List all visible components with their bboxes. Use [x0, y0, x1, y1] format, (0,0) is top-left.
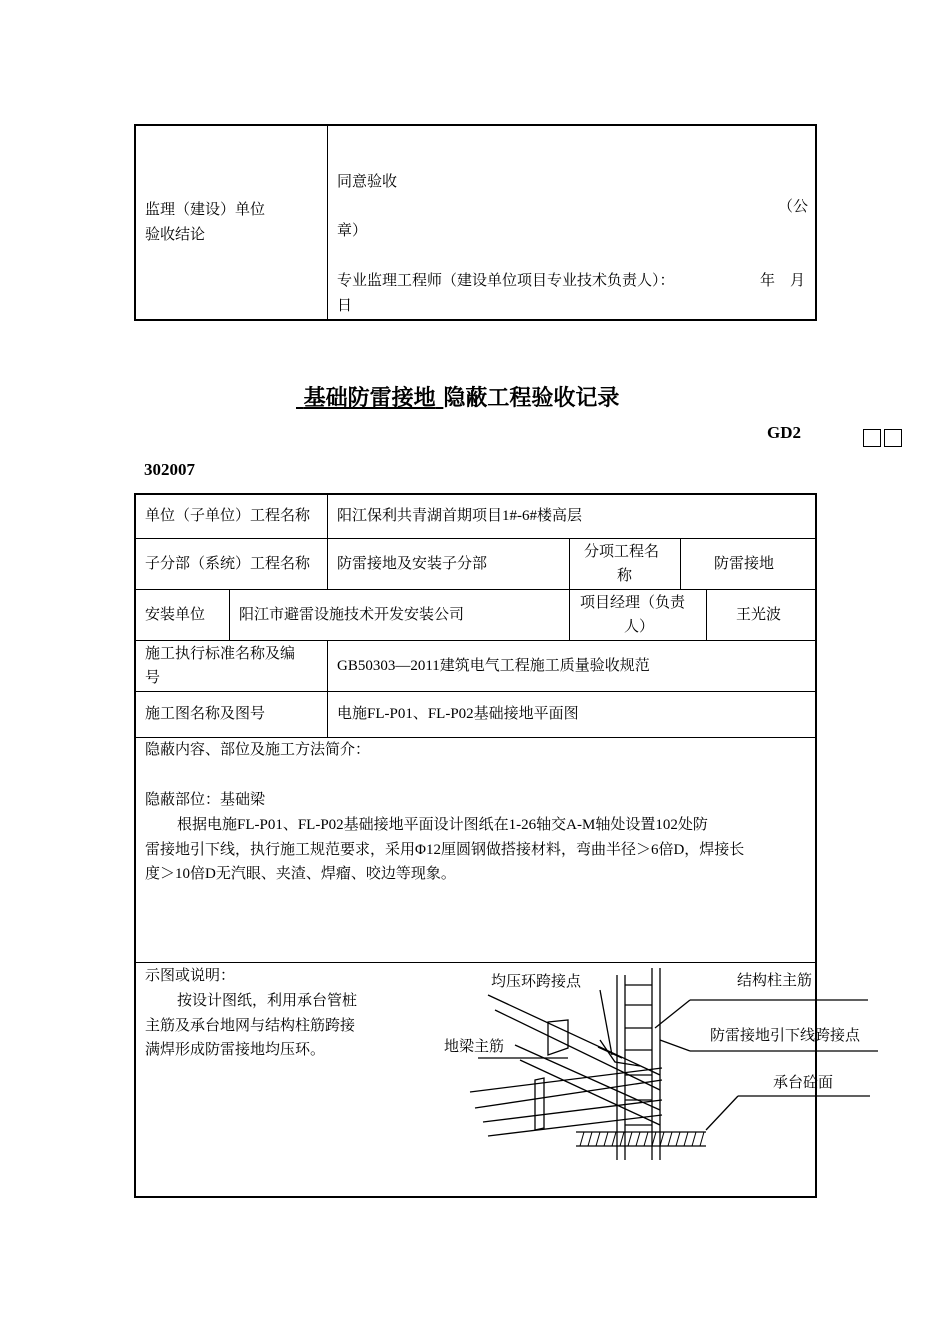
- sub-item-value: 防雷接地: [714, 556, 775, 572]
- document-code-2: 302007: [144, 460, 195, 479]
- agree-text: 同意验收: [337, 174, 398, 190]
- manager-value: 王光波: [736, 607, 782, 623]
- hidden-description-2: 雷接地引下线，执行施工规范要求，采用Φ12厘圆钢做搭接材料，弯曲半径＞6倍D，焊接长: [145, 842, 745, 858]
- supervisor-label-2: 验收结论: [145, 227, 206, 243]
- diagram-description-3: 满焊形成防雷接地均压环。: [145, 1042, 326, 1058]
- hidden-location: 隐蔽部位：基础梁: [145, 792, 266, 808]
- year-month: 年 月: [760, 273, 806, 289]
- document-code-1: GD2: [767, 423, 801, 442]
- title-part-1: 基础防雷接地: [303, 386, 436, 411]
- drawing-value: 电施FL-P01、FL-P02基础接地平面图: [337, 706, 579, 722]
- engineer-signature-label: 专业监理工程师（建设单位项目专业技术负责人）：: [337, 273, 675, 289]
- hidden-description-3: 度＞10倍D无汽眼、夹渣、焊瘤、咬边等现象。: [145, 866, 456, 882]
- sub-item-label-1: 分项工程名: [584, 544, 660, 560]
- installer-value: 阳江市避雷设施技术开发安装公司: [239, 607, 465, 623]
- project-name-label: 单位（子单位）工程名称: [145, 508, 311, 524]
- standard-label-1: 施工执行标准名称及编: [145, 646, 296, 662]
- supervisor-label-1: 监理（建设）单位: [145, 202, 266, 218]
- diagram-description-2: 主筋及承台地网与结构柱筋跨接: [145, 1018, 356, 1034]
- label-cap-surface: 承台砼面: [773, 1075, 834, 1091]
- label-beam-rebar: 地梁主筋: [444, 1039, 505, 1055]
- hidden-content-heading: 隐蔽内容、部位及施工方法简介：: [145, 742, 371, 758]
- manager-label-1: 项目经理（负责: [580, 595, 686, 611]
- seal-text-2: 章）: [337, 223, 368, 239]
- day: 日: [337, 298, 353, 314]
- diagram-heading: 示图或说明：: [145, 968, 236, 984]
- hidden-description-1: 根据电施FL-P01、FL-P02基础接地平面设计图纸在1-26轴交A-M轴处设置102处防: [177, 817, 708, 833]
- diagram-description-1: 按设计图纸，利用承台管桩: [177, 993, 358, 1009]
- sub-item-label-2: 称: [617, 568, 633, 584]
- subdivision-value: 防雷接地及安装子分部: [337, 556, 488, 572]
- label-ring-joint: 均压环跨接点: [491, 974, 582, 990]
- title-part-2: 隐蔽工程验收记录: [443, 386, 620, 411]
- drawing-label: 施工图名称及图号: [145, 706, 266, 722]
- standard-label-2: 号: [145, 670, 161, 686]
- subdivision-label: 子分部（系统）工程名称: [145, 556, 311, 572]
- project-name-value: 阳江保利共青湖首期项目1#-6#楼高层: [337, 508, 582, 524]
- installer-label: 安装单位: [145, 607, 206, 623]
- label-column-rebar: 结构柱主筋: [737, 973, 813, 989]
- label-down-conductor-joint: 防雷接地引下线跨接点: [710, 1028, 861, 1044]
- seal-text-1: （公: [778, 199, 809, 215]
- hatching: [580, 1132, 704, 1146]
- standard-value: GB50303—2011建筑电气工程施工质量验收规范: [337, 658, 650, 674]
- manager-label-2: 人）: [624, 619, 655, 635]
